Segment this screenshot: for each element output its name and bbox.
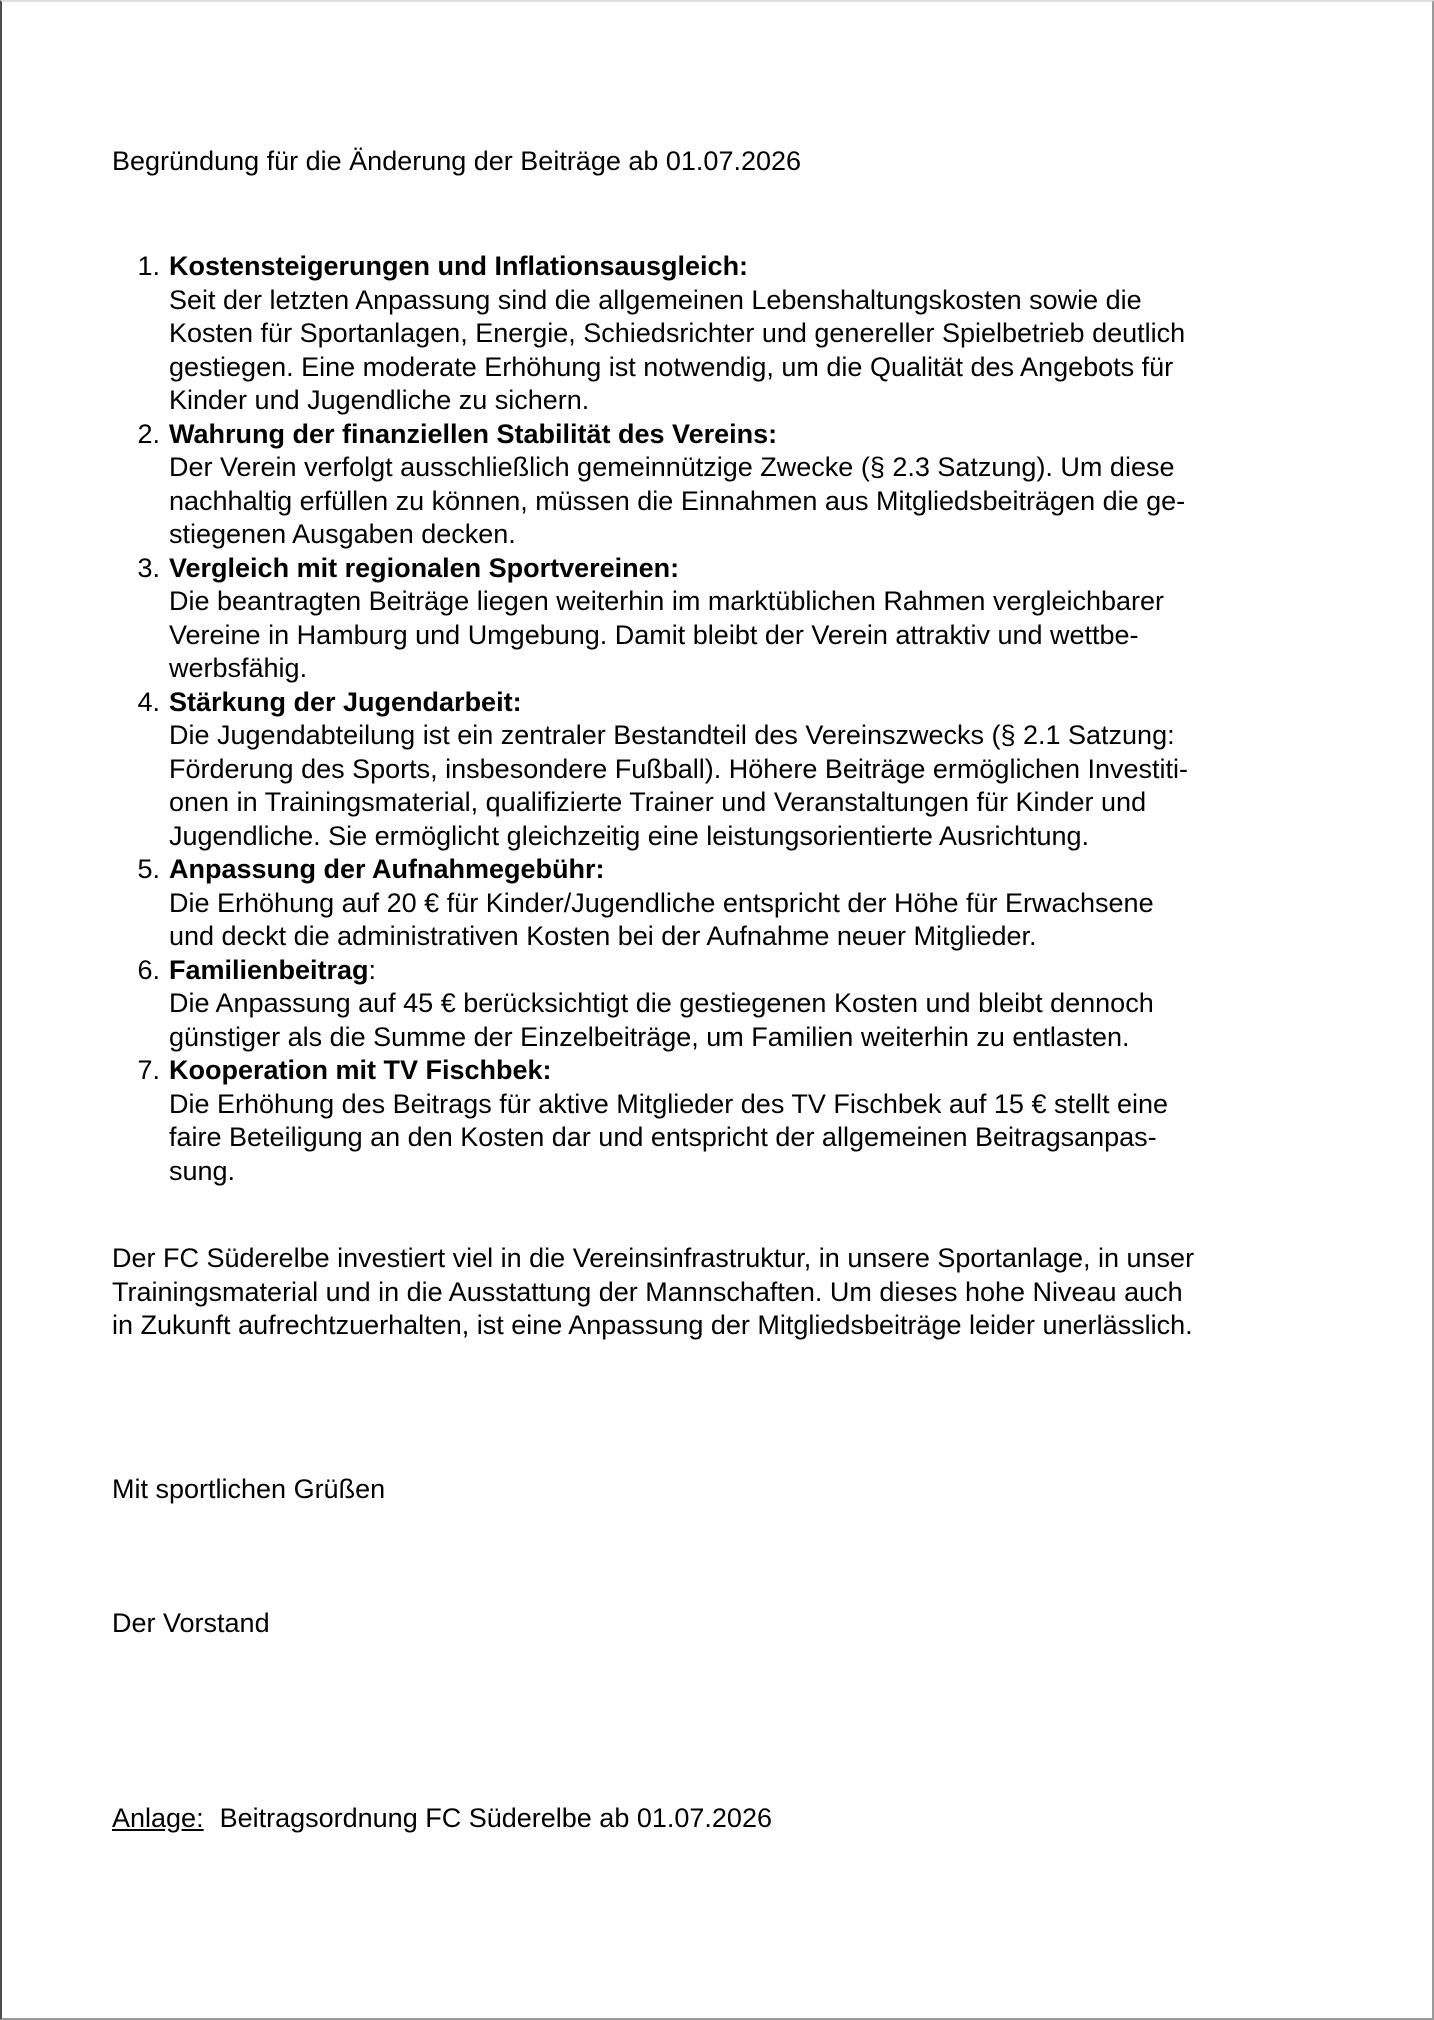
item-heading-row — [112, 250, 1188, 284]
item-heading-row — [112, 552, 1188, 586]
item-body-line: Die Erhöhung auf 20 € für Kinder/Jugendliche entspricht der Höhe für Erwachsene — [169, 887, 1154, 918]
item-number: 2. — [137, 418, 160, 449]
list-item — [112, 1054, 1188, 1188]
item-body-line: Förderung des Sports, insbesondere Fußball). Höhere Beiträge ermöglichen Investiti- — [169, 753, 1189, 784]
paragraph-line: in Zukunft aufrechtzuerhalten, ist eine Anpassung der Mitgliedsbeiträge leider unerlässlich. — [112, 1310, 1193, 1340]
item-heading-row — [112, 686, 1188, 720]
item-body-line: Die Jugendabteilung ist ein zentraler Bestandteil des Vereinszwecks (§ 2.1 Satzung: — [169, 720, 1175, 750]
greeting-line: Mit sportlichen Grüßen — [112, 1474, 386, 1504]
item-body-line: onen in Trainingsmaterial, qualifizierte Trainer und Veranstaltungen für Kinder und — [169, 787, 1147, 817]
item-number: 7. — [137, 1055, 160, 1085]
item-number: 6. — [137, 954, 160, 985]
item-number: 4. — [137, 686, 160, 717]
item-heading: Familienbeitrag — [169, 954, 369, 985]
item-body-line: günstiger als die Summe der Einzelbeiträge, um Familien weiterhin zu entlasten. — [169, 1021, 1130, 1052]
item-heading-row — [112, 418, 1188, 452]
item-heading: Wahrung der finanziellen Stabilität des Vereins: — [169, 418, 778, 449]
list-item — [112, 686, 1188, 854]
numbered-list — [112, 250, 1188, 1188]
item-body-line: Der Verein verfolgt ausschließlich gemeinnützige Zwecke (§ 2.3 Satzung). Um diese — [169, 452, 1175, 482]
list-item — [112, 418, 1188, 552]
item-body-line: Die Erhöhung des Beitrags für aktive Mitglieder des TV Fischbek auf 15 € stellt eine — [169, 1088, 1169, 1119]
item-heading: Stärkung der Jugendarbeit: — [169, 686, 522, 717]
item-number: 1. — [137, 251, 160, 281]
item-body-line: faire Beteiligung an den Kosten dar und entspricht der allgemeinen Beitragsanpas- — [169, 1122, 1157, 1152]
list-item — [112, 250, 1188, 418]
item-body-line: gestiegen. Eine moderate Erhöhung ist notwendig, um die Qualität des Angebots für — [169, 351, 1174, 382]
item-body-line: Jugendliche. Sie ermöglicht gleichzeitig eine leistungsorientierte Ausrichtung. — [169, 820, 1090, 851]
attachment-label: Anlage: — [112, 1803, 204, 1833]
item-number: 5. — [137, 854, 160, 884]
list-item — [112, 853, 1188, 954]
item-body-line: Kinder und Jugendliche zu sichern. — [169, 385, 590, 415]
list-item — [112, 552, 1188, 686]
list-item — [112, 954, 1188, 1055]
item-body-line: und deckt die administrativen Kosten bei der Aufnahme neuer Mitglieder. — [169, 921, 1037, 951]
item-heading: Anpassung der Aufnahmegebühr: — [169, 854, 605, 884]
item-body-line: Vereine in Hamburg und Umgebung. Damit bleibt der Verein attraktiv und wettbe- — [169, 619, 1139, 650]
item-heading: Vergleich mit regionalen Sportvereinen: — [169, 552, 680, 583]
item-body-line: sung. — [169, 1155, 236, 1186]
item-body-line: Seit der letzten Anpassung sind die allgemeinen Lebenshaltungskosten sowie die — [169, 284, 1142, 315]
item-heading-row — [112, 1054, 1188, 1088]
item-body-line: Die beantragten Beiträge liegen weiterhin im marktüblichen Rahmen vergleichbarer — [169, 586, 1165, 616]
item-body-line: Die Anpassung auf 45 € berücksichtigt die gestiegenen Kosten und bleibt dennoch — [169, 988, 1154, 1018]
item-body-line: werbsfähig. — [169, 653, 308, 683]
item-body-line: Kosten für Sportanlagen, Energie, Schiedsrichter und genereller Spielbetrieb deutlich — [169, 318, 1186, 348]
document-title: Begründung für die Änderung der Beiträge ab 01.07.2026 — [112, 146, 802, 176]
signature-line: Der Vorstand — [112, 1608, 270, 1638]
item-body-line: stiegenen Ausgaben decken. — [169, 519, 516, 549]
closing-paragraph — [112, 1242, 1194, 1343]
paragraph-line: Trainingsmaterial und in die Ausstattung der Mannschaften. Um dieses hohe Niveau auch — [112, 1276, 1183, 1307]
attachment-line — [112, 1802, 772, 1836]
item-heading: Kostensteigerungen und Inflationsausgleich: — [169, 251, 749, 281]
item-body-line: nachhaltig erfüllen zu können, müssen die Einnahmen aus Mitgliedsbeiträgen die ge- — [169, 485, 1186, 516]
item-heading: Kooperation mit TV Fischbek: — [169, 1055, 552, 1085]
item-heading-suffix: : — [368, 954, 377, 985]
item-heading-row — [112, 954, 1188, 988]
item-heading-row — [112, 853, 1188, 887]
attachment-text: Beitragsordnung FC Süderelbe ab 01.07.2026 — [219, 1803, 772, 1833]
item-number: 3. — [137, 552, 160, 583]
paragraph-line: Der FC Süderelbe investiert viel in die Vereinsinfrastruktur, in unsere Sportanlage, in unser — [112, 1243, 1195, 1273]
